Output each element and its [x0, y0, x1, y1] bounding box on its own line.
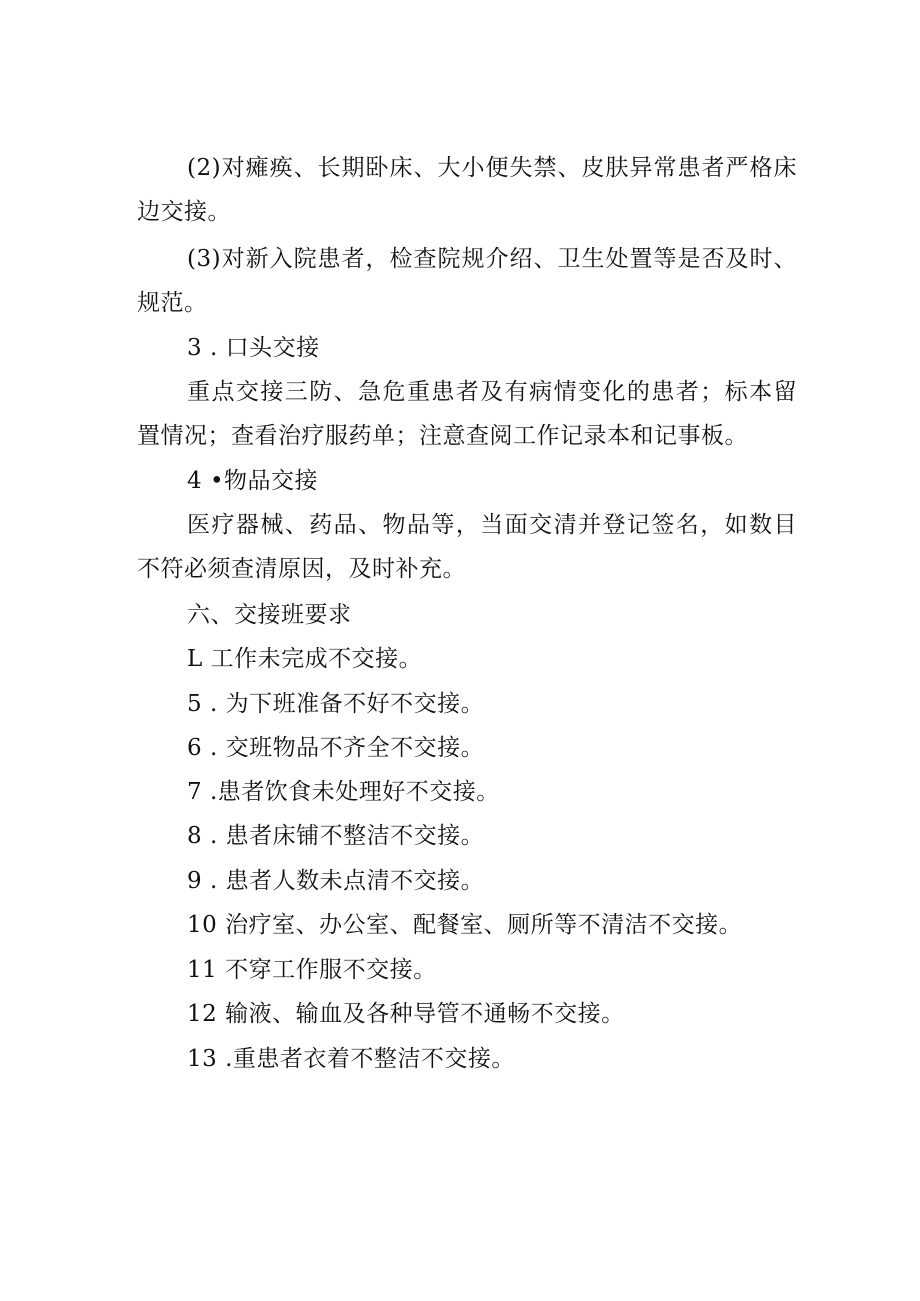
requirement-item: L 工作未完成不交接。 [187, 646, 423, 672]
requirement-item: 8 . 患者床铺不整洁不交接。 [187, 823, 485, 849]
paragraph-bedside-handover: (2)对瘫痪、长期卧床、大小便失禁、皮肤异常患者严格床边交接。 [137, 155, 797, 225]
requirement-item: 13 .重患者衣着不整洁不交接。 [187, 1046, 515, 1072]
requirement-item: 6 . 交班物品不齐全不交接。 [187, 735, 485, 761]
requirement-item: 5 . 为下班准备不好不交接。 [187, 691, 485, 717]
heading-item-handover: 4 •物品交接 [187, 468, 319, 494]
paragraph-item-handover: 医疗器械、药品、物品等，当面交清并登记签名，如数目不符必须查清原因，及时补充。 [137, 512, 797, 582]
requirement-item: 11 不穿工作服不交接。 [187, 957, 437, 983]
heading-handover-requirements: 六、交接班要求 [187, 602, 352, 628]
requirement-item: 7 .患者饮食未处理好不交接。 [187, 779, 500, 805]
requirement-item: 10 治疗室、办公室、配餐室、厕所等不清洁不交接。 [187, 912, 743, 938]
paragraph-new-patients: (3)对新入院患者，检查院规介绍、卫生处置等是否及时、规范。 [137, 246, 797, 316]
heading-verbal-handover: 3 . 口头交接 [187, 335, 320, 361]
paragraph-verbal-handover: 重点交接三防、急危重患者及有病情变化的患者；标本留置情况；查看治疗服药单；注意查阅工作记录本和记事板。 [137, 379, 797, 449]
requirement-item: 12 输液、输血及各种导管不通畅不交接。 [187, 1001, 625, 1027]
requirement-item: 9 . 患者人数未点清不交接。 [187, 868, 485, 894]
